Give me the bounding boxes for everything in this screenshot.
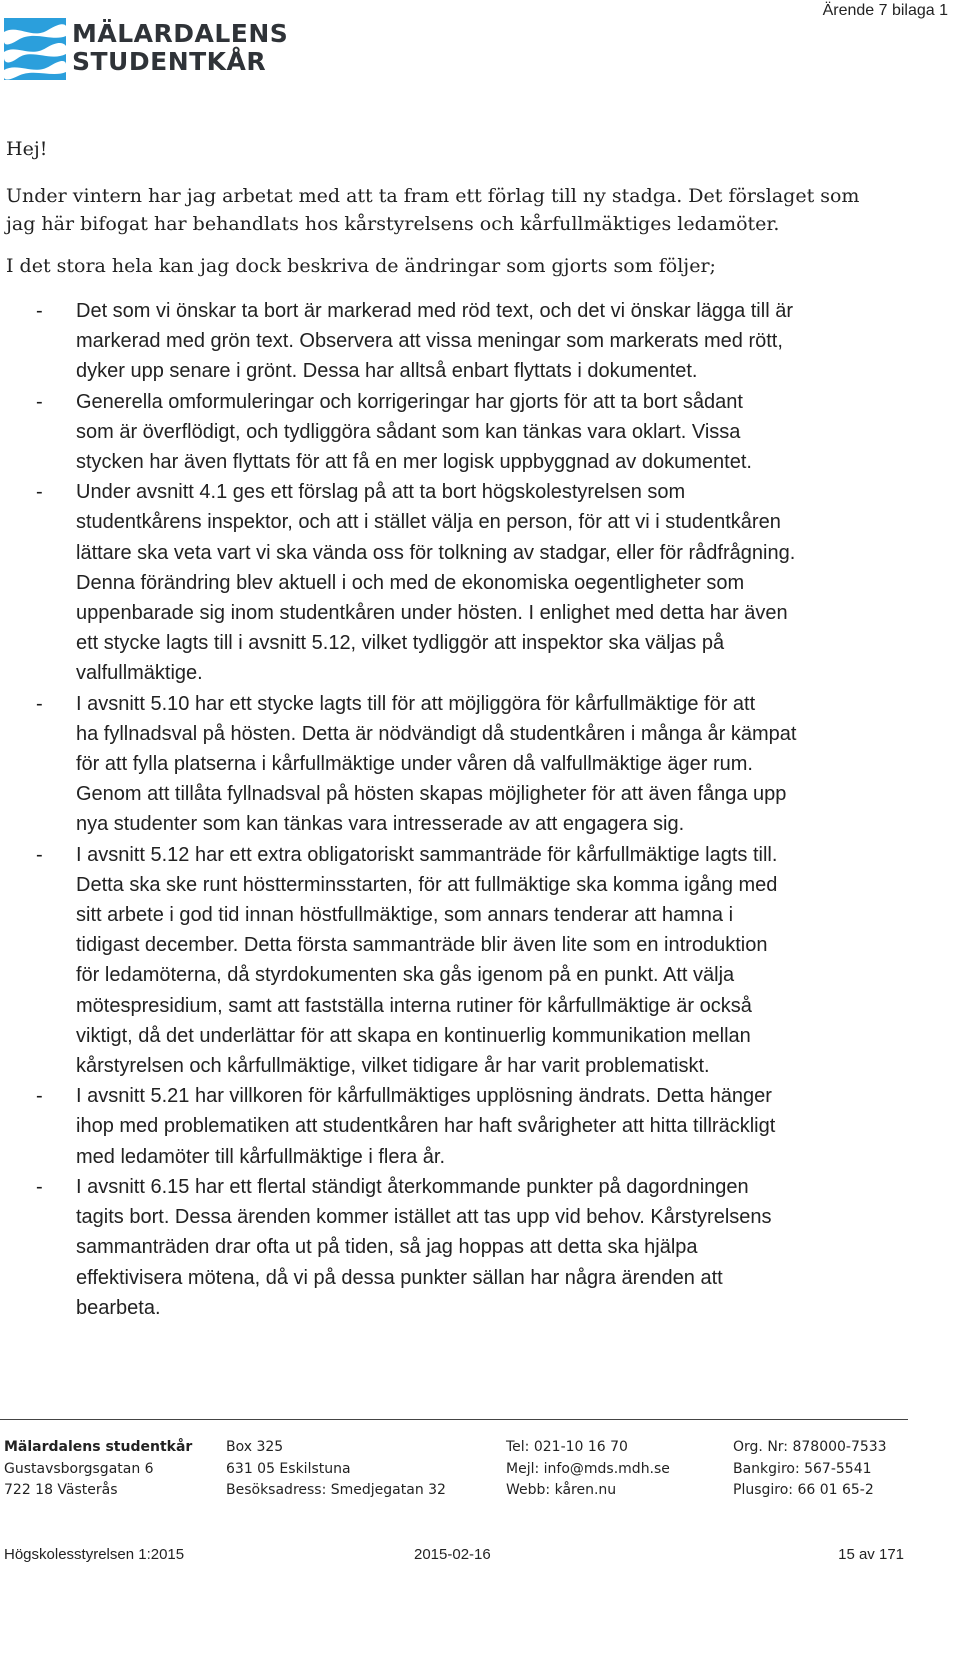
email-address: Mejl: info@mds.mdh.se [506,1460,670,1477]
bullet-dash: - [36,390,43,413]
bullet-dash: - [36,692,43,715]
change-item [6,689,926,840]
change-text-line: tidigast december. Detta första sammanträde blir även lite som en introduktion [76,934,768,957]
plusgiro: Plusgiro: 66 01 65-2 [733,1482,874,1498]
change-text-line: stycken har även flyttats för att få en mer logisk uppbyggnad av dokumentet. [76,451,752,474]
change-item [6,1172,926,1323]
change-text-line: Det som vi önskar ta bort är markerad med röd text, och det vi önskar lägga till är [76,300,793,322]
change-text-line: Generella omformuleringar och korrigeringar har gjorts för att ta bort sådant [76,390,743,413]
change-item [6,296,926,387]
bullet-dash: - [36,300,43,322]
bullet-dash: - [36,1085,43,1108]
change-text-line: för ledamöterna, då styrdokumenten ska gås igenom på en punkt. Att välja [76,964,735,987]
intro-line: Under vintern har jag arbetat med att ta fram ett förlag till ny stadga. Det förslaget som [6,185,860,207]
change-text-line: ihop med problematiken att studentkåren har haft svårigheter att hitta tillräckligt [76,1115,776,1138]
logo-line-1: MÄLARDALENS [72,19,289,48]
logo-line-2: STUDENTKÅR [72,47,267,76]
document-reference: Högskolesstyrelsen 1:2015 [4,1546,185,1563]
change-item [6,387,926,478]
change-text-line: viktigt, då det underlättar för att skapa en kontinuerlig kommunikation mellan [76,1024,751,1047]
change-text-line: Genom att tillåta fyllnadsval på hösten skapas möjligheter för att även fånga upp [76,783,787,806]
intro-paragraph [6,182,936,238]
change-text-line: valfullmäktige. [76,662,203,685]
org-street: Gustavsborgsgatan 6 [4,1460,154,1477]
postal-box: Box 325 [226,1439,284,1455]
org-number: Org. Nr: 878000-7533 [733,1439,887,1455]
change-text-line: sitt arbete i god tid innan höstfullmäktige, som annars tenderar att hamna i [76,904,734,927]
footer-ids-column [733,1437,887,1502]
change-text-line: markerad med grön text. Observera att vissa meningar som markerats med rött, [76,330,783,353]
org-city: 722 18 Västerås [4,1482,118,1498]
change-text-line: I avsnitt 5.10 har ett stycke lagts till för att möjliggöra för kårfullmäktige för att [76,692,756,715]
change-text-line: uppenbarade sig inom studentkåren under hösten. I enlighet med detta har även [76,602,788,625]
page-number: 15 av 171 [838,1546,904,1563]
bullet-dash: - [36,481,43,504]
change-text-line: lättare ska veta vart vi ska vända oss för tolkning av stadgar, eller för rådfrågning. [76,541,796,564]
footer-org-column [4,1437,192,1502]
change-text-line: sammanträden drar ofta ut på tiden, så jag hoppas att detta ska hjälpa [76,1236,698,1259]
change-text-line: I avsnitt 5.12 har ett extra obligatoriskt sammanträde för kårfullmäktige lagts till. [76,843,778,866]
postal-city: 631 05 Eskilstuna [226,1460,351,1477]
intro-line: jag här bifogat har behandlats hos kårstyrelsens och kårfullmäktiges ledamöter. [6,213,780,235]
change-text-line: ett stycke lagts till i avsnitt 5.12, vilket tydliggör att inspektor ska väljas på [76,632,725,655]
bankgiro: Bankgiro: 567-5541 [733,1460,872,1477]
change-text-line: kårstyrelsen och kårfullmäktige, vilket tidigare år har varit problematiskt. [76,1055,710,1078]
document-date: 2015-02-16 [414,1546,491,1563]
change-text-line: med ledamöter till kårfullmäktige i flera år. [76,1145,446,1168]
website: Webb: kåren.nu [506,1482,617,1498]
case-reference: Ärende 7 bilaga 1 [822,2,948,19]
change-text-line: tagits bort. Dessa ärenden kommer istället att tas upp vid behov. Kårstyrelsens [76,1206,772,1229]
change-item [6,477,926,688]
change-text-line: I avsnitt 6.15 har ett flertal ständigt återkommande punkter på dagordningen [76,1175,749,1198]
logo-wordmark [72,20,288,76]
change-text-line: mötespresidium, samt att fastställa interna rutiner för kårfullmäktige är också [76,994,752,1017]
lead-sentence: I det stora hela kan jag dock beskriva de ändringar som gjorts som följer; [6,255,716,277]
footer-contact-column [506,1437,670,1502]
change-text-line: I avsnitt 5.21 har villkoren för kårfullmäktiges upplösning ändrats. Detta hänger [76,1085,772,1108]
greeting: Hej! [6,138,48,160]
change-text-line: för att fylla platserna i kårfullmäktige under våren då valfullmäktige äger rum. [76,753,753,776]
change-item [6,1081,926,1172]
change-text-line: Denna förändring blev aktuell i och med de ekonomiska oegentligheter som [76,571,745,594]
change-text-line: Under avsnitt 4.1 ges ett förslag på att ta bort högskolestyrelsen som [76,481,686,504]
change-text-line: nya studenter som kan tänkas vara intresserade av att engagera sig. [76,813,685,836]
bullet-dash: - [36,843,43,866]
visiting-address: Besöksadress: Smedjegatan 32 [226,1482,446,1498]
change-text-line: som är överflödigt, och tydliggöra sådant som kan tänkas vara oklart. Vissa [76,420,741,443]
page-footer [4,1546,904,1568]
wave-logo-icon [4,18,66,80]
footer-divider [0,1419,908,1420]
studentkar-logo [4,18,304,80]
footer-postal-column [226,1437,446,1502]
change-text-line: bearbeta. [76,1296,161,1319]
change-text-line: ha fyllnadsval på hösten. Detta är nödvändigt då studentkåren i många år kämpat [76,722,797,745]
bullet-dash: - [36,1175,43,1198]
phone-number: Tel: 021-10 16 70 [506,1439,628,1455]
change-item [6,840,926,1082]
change-text-line: dyker upp senare i grönt. Dessa har alltså enbart flyttats i dokumentet. [76,360,698,383]
change-text-line: effektivisera mötena, då vi på dessa punkter sällan har några ärenden att [76,1266,723,1289]
changes-list [6,296,926,1323]
org-name: Mälardalens studentkår [4,1439,193,1455]
change-text-line: studentkårens inspektor, och att i stället välja en person, för att vi i studentkåren [76,511,781,534]
change-text-line: Detta ska ske runt höstterminsstarten, för att fullmäktige ska komma igång med [76,873,778,896]
